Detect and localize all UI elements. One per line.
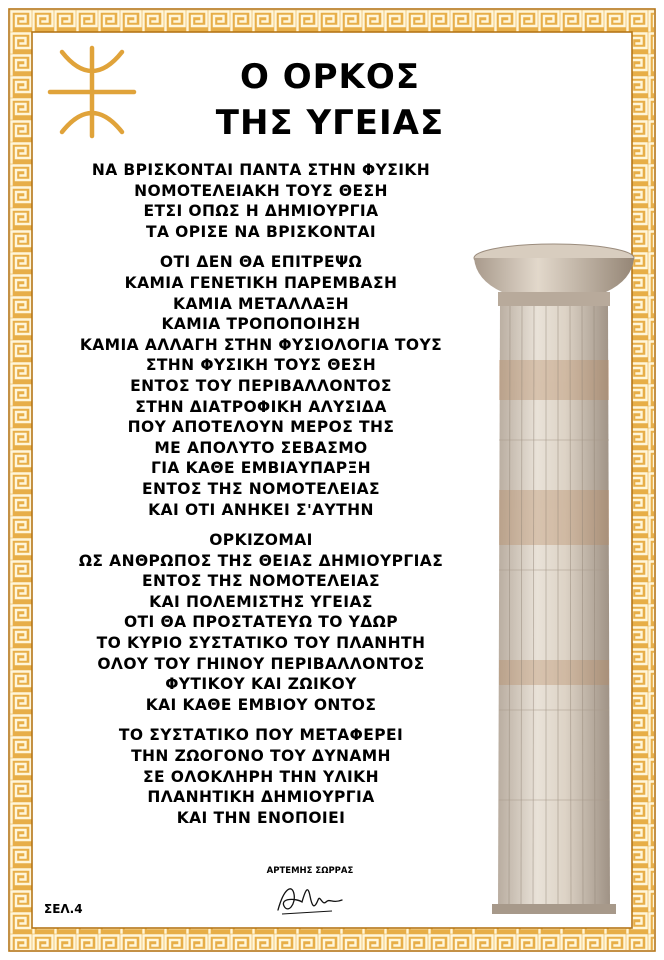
oath-text: [46, 160, 476, 838]
sun-cross-emblem: [46, 44, 138, 140]
verse-line: ΩΣ ΑΝΘΡΩΠΟΣ ΤΗΣ ΘΕΙΑΣ ΔΗΜΙΟΥΡΓΙΑΣ: [78, 551, 444, 570]
verse-line: ΠΟΥ ΑΠΟΤΕΛΟΥΝ ΜΕΡΟΣ ΤΗΣ: [127, 418, 395, 437]
verse-line: ΟΤΙ ΘΑ ΠΡΟΣΤΑΤΕΥΩ ΤΟ ΥΔΩΡ: [123, 613, 398, 632]
greek-doric-column: [462, 240, 642, 920]
title-line-2: ΤΗΣ ΥΓΕΙΑΣ: [215, 103, 445, 143]
verse-line: ΚΑΙ ΠΟΛΕΜΙΣΤΗΣ ΥΓΕΙΑΣ: [149, 592, 373, 611]
page-title: [185, 54, 475, 146]
verse-line: ΚΑΙ ΟΤΙ ΑΝΗΚΕΙ Σ'ΑΥΤΗΝ: [148, 500, 374, 519]
verse-line: ΕΝΤΟΣ ΤΗΣ ΝΟΜΟΤΕΛΕΙΑΣ: [141, 479, 381, 498]
verse-line: ΕΤΣΙ ΟΠΩΣ Η ΔΗΜΙΟΥΡΓΙΑ: [143, 202, 379, 221]
verse-line: ΤΟ ΣΥΣΤΑΤΙΚΟ ΠΟΥ ΜΕΤΑΦΕΡΕΙ: [118, 726, 404, 745]
verse-line: ΣΤΗΝ ΦΥΣΙΚΗ ΤΟΥΣ ΘΕΣΗ: [145, 356, 377, 375]
verse-line: ΚΑΜΙΑ ΜΕΤΑΛΛΑΞΗ: [173, 294, 349, 313]
verse-line: ΤΟ ΚΥΡΙΟ ΣΥΣΤΑΤΙΚΟ ΤΟΥ ΠΛΑΝΗΤΗ: [96, 634, 426, 653]
verse-line: ΚΑΙ ΚΑΘΕ ΕΜΒΙΟΥ ΟΝΤΟΣ: [145, 695, 377, 714]
verse-line: ΝΑ ΒΡΙΣΚΟΝΤΑΙ ΠΑΝΤΑ ΣΤΗΝ ΦΥΣΙΚΗ: [91, 161, 431, 179]
author-name: ΑΡΤΕΜΗΣ ΣΩΡΡΑΣ: [266, 866, 354, 876]
verse-line: ΟΛΟΥ ΤΟΥ ΓΗΙΝΟΥ ΠΕΡΙΒΑΛΛΟΝΤΟΣ: [97, 654, 425, 673]
verse-line: ΜΕ ΑΠΟΛΥΤΟ ΣΕΒΑΣΜΟ: [154, 438, 368, 457]
verse-line: ΤΑ ΟΡΙΣΕ ΝΑ ΒΡΙΣΚΟΝΤΑΙ: [145, 222, 377, 241]
verse-line: ΟΤΙ ΔΕΝ ΘΑ ΕΠΙΤΡΕΨΩ: [159, 253, 363, 272]
stanza: [46, 530, 476, 715]
verse-line: ΠΛΑΝΗΤΙΚΗ ΔΗΜΙΟΥΡΓΙΑ: [147, 788, 375, 807]
page-number: ΣΕΛ.4: [44, 902, 83, 916]
verse-line: ΦΥΤΙΚΟΥ ΚΑΙ ΖΩΙΚΟΥ: [165, 675, 357, 694]
verse-line: ΓΙΑ ΚΑΘΕ ΕΜΒΙΑΥΠΑΡΞΗ: [150, 459, 372, 478]
stanza: [46, 725, 476, 828]
verse-line: ΚΑΙ ΤΗΝ ΕΝΟΠΟΙΕΙ: [176, 808, 346, 827]
handwritten-signature: [270, 880, 350, 920]
verse-line: ΚΑΜΙΑ ΓΕΝΕΤΙΚΗ ΠΑΡΕΜΒΑΣΗ: [124, 273, 398, 292]
verse-line: ΣΕ ΟΛΟΚΛΗΡΗ ΤΗΝ ΥΛΙΚΗ: [143, 767, 379, 786]
verse-line: ΤΗΝ ΖΩΟΓΟΝΟ ΤΟΥ ΔΥΝΑΜΗ: [131, 747, 391, 766]
verse-line: ΚΑΜΙΑ ΤΡΟΠΟΠΟΙΗΣΗ: [161, 315, 361, 334]
verse-line: ΝΟΜΟΤΕΛΕΙΑΚΗ ΤΟΥΣ ΘΕΣΗ: [134, 181, 388, 200]
verse-line: ΕΝΤΟΣ ΤΟΥ ΠΕΡΙΒΑΛΛΟΝΤΟΣ: [130, 376, 392, 395]
title-line-1: Ο ΟΡΚΟΣ: [239, 57, 421, 97]
verse-line: ΟΡΚΙΖΟΜΑΙ: [209, 531, 313, 550]
stanza: [46, 160, 476, 242]
verse-line: ΚΑΜΙΑ ΑΛΛΑΓΗ ΣΤΗΝ ΦΥΣΙΟΛΟΓΙΑ ΤΟΥΣ: [79, 335, 443, 354]
verse-line: ΕΝΤΟΣ ΤΗΣ ΝΟΜΟΤΕΛΕΙΑΣ: [141, 572, 381, 591]
verse-line: ΣΤΗΝ ΔΙΑΤΡΟΦΙΚΗ ΑΛΥΣΙΔΑ: [135, 397, 387, 416]
stanza: [46, 252, 476, 520]
